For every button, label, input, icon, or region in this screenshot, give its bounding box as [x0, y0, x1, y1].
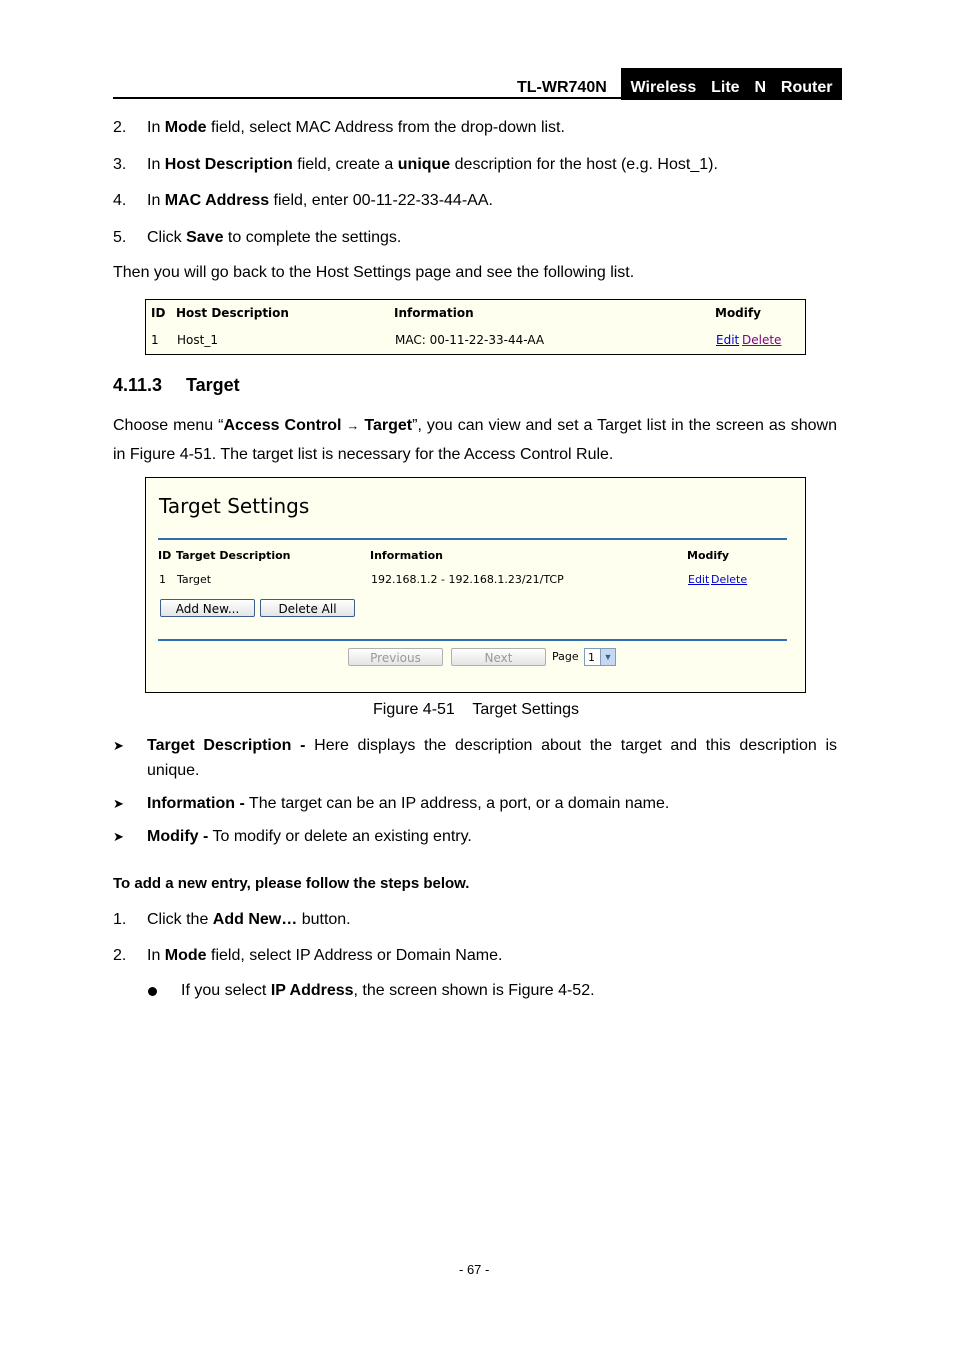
steps-heading: To add a new entry, please follow the steps below. — [113, 875, 470, 892]
step-text: Click the Add New… button. — [147, 911, 351, 928]
row-information: MAC: 00-11-22-33-44-AA — [395, 333, 545, 347]
bullet-text: Target Description - Here displays the description about the target and this description is unique. — [147, 737, 838, 779]
host-table — [145, 299, 806, 355]
step-text: Click Save to complete the settings. — [147, 229, 402, 246]
delete-link[interactable]: Delete — [742, 333, 782, 347]
header-model: TL-WR740N — [517, 79, 607, 96]
page-select-value: 1 — [588, 651, 595, 664]
row-information: 192.168.1.2 - 192.168.1.23/21/TCP — [371, 573, 564, 586]
then-text: Then you will go back to the Host Settings page and see the following list. — [113, 264, 635, 281]
page-label: Page — [552, 650, 579, 663]
edit-link[interactable]: Edit — [688, 573, 710, 586]
step-number: 4. — [113, 192, 127, 209]
row-id: 1 — [159, 573, 166, 586]
step-number: 2. — [113, 947, 127, 964]
add-new-button[interactable]: Add New... — [160, 599, 255, 617]
dot-bullet-icon — [148, 987, 157, 996]
arrow-bullet-icon: ➤ — [113, 796, 124, 811]
section-number: 4.11.3 — [113, 375, 163, 395]
col-header-description: Target Description — [176, 549, 291, 562]
edit-link[interactable]: Edit — [716, 333, 740, 347]
target-settings-panel — [145, 477, 806, 693]
col-header-modify: Modify — [687, 549, 730, 562]
row-id: 1 — [151, 333, 159, 347]
col-header-id: ID — [158, 549, 172, 562]
arrow-bullet-icon: ➤ — [113, 738, 124, 753]
page-number: - 67 - — [459, 1262, 490, 1277]
intro-paragraph: Choose menu “Access Control → Target”, you can view and set a Target list in the screen as shown in Figure 4-51. The target list is necessary for the Access Control Rule. — [113, 417, 837, 463]
step-text: In Mode field, select IP Address or Domain Name. — [147, 947, 503, 964]
col-header-id: ID — [151, 306, 166, 320]
col-header-description: Host Description — [176, 306, 289, 320]
previous-button[interactable]: Previous — [348, 648, 443, 666]
panel-rule-top — [158, 538, 787, 540]
col-header-modify: Modify — [715, 306, 761, 320]
panel-rule-bottom — [158, 639, 787, 641]
col-header-information: Information — [370, 549, 443, 562]
next-button[interactable]: Next — [451, 648, 546, 666]
step-number: 2. — [113, 119, 127, 136]
step-number: 5. — [113, 229, 127, 246]
header-product: Wireless Lite N Router — [621, 68, 842, 100]
bullet-text: Information - The target can be an IP address, a port, or a domain name. — [147, 795, 670, 812]
delete-all-button[interactable]: Delete All — [260, 599, 355, 617]
figure-caption: Figure 4-51 Target Settings — [373, 701, 580, 718]
delete-link[interactable]: Delete — [711, 573, 748, 586]
step-number: 3. — [113, 156, 127, 173]
step-text: In Mode field, select MAC Address from the drop-down list. — [147, 119, 565, 136]
arrow-bullet-icon: ➤ — [113, 829, 124, 844]
step-text: In Host Description field, create a unique description for the host (e.g. Host_1). — [147, 156, 718, 173]
row-description: Host_1 — [177, 333, 218, 347]
col-header-information: Information — [394, 306, 474, 320]
chevron-down-icon: ▼ — [600, 649, 615, 665]
step-text: In MAC Address field, enter 00-11-22-33-44-AA. — [147, 192, 493, 209]
sub-bullet-text: If you select IP Address, the screen shown is Figure 4-52. — [181, 982, 595, 999]
step-number: 1. — [113, 911, 127, 928]
bullet-text: Modify - To modify or delete an existing entry. — [147, 828, 472, 845]
row-description: Target — [177, 573, 212, 586]
header-rule — [113, 97, 842, 99]
page-select[interactable] — [584, 648, 616, 666]
section-title: Target — [186, 375, 240, 395]
arrow-icon: → — [346, 418, 360, 433]
panel-title: Target Settings — [159, 494, 310, 518]
